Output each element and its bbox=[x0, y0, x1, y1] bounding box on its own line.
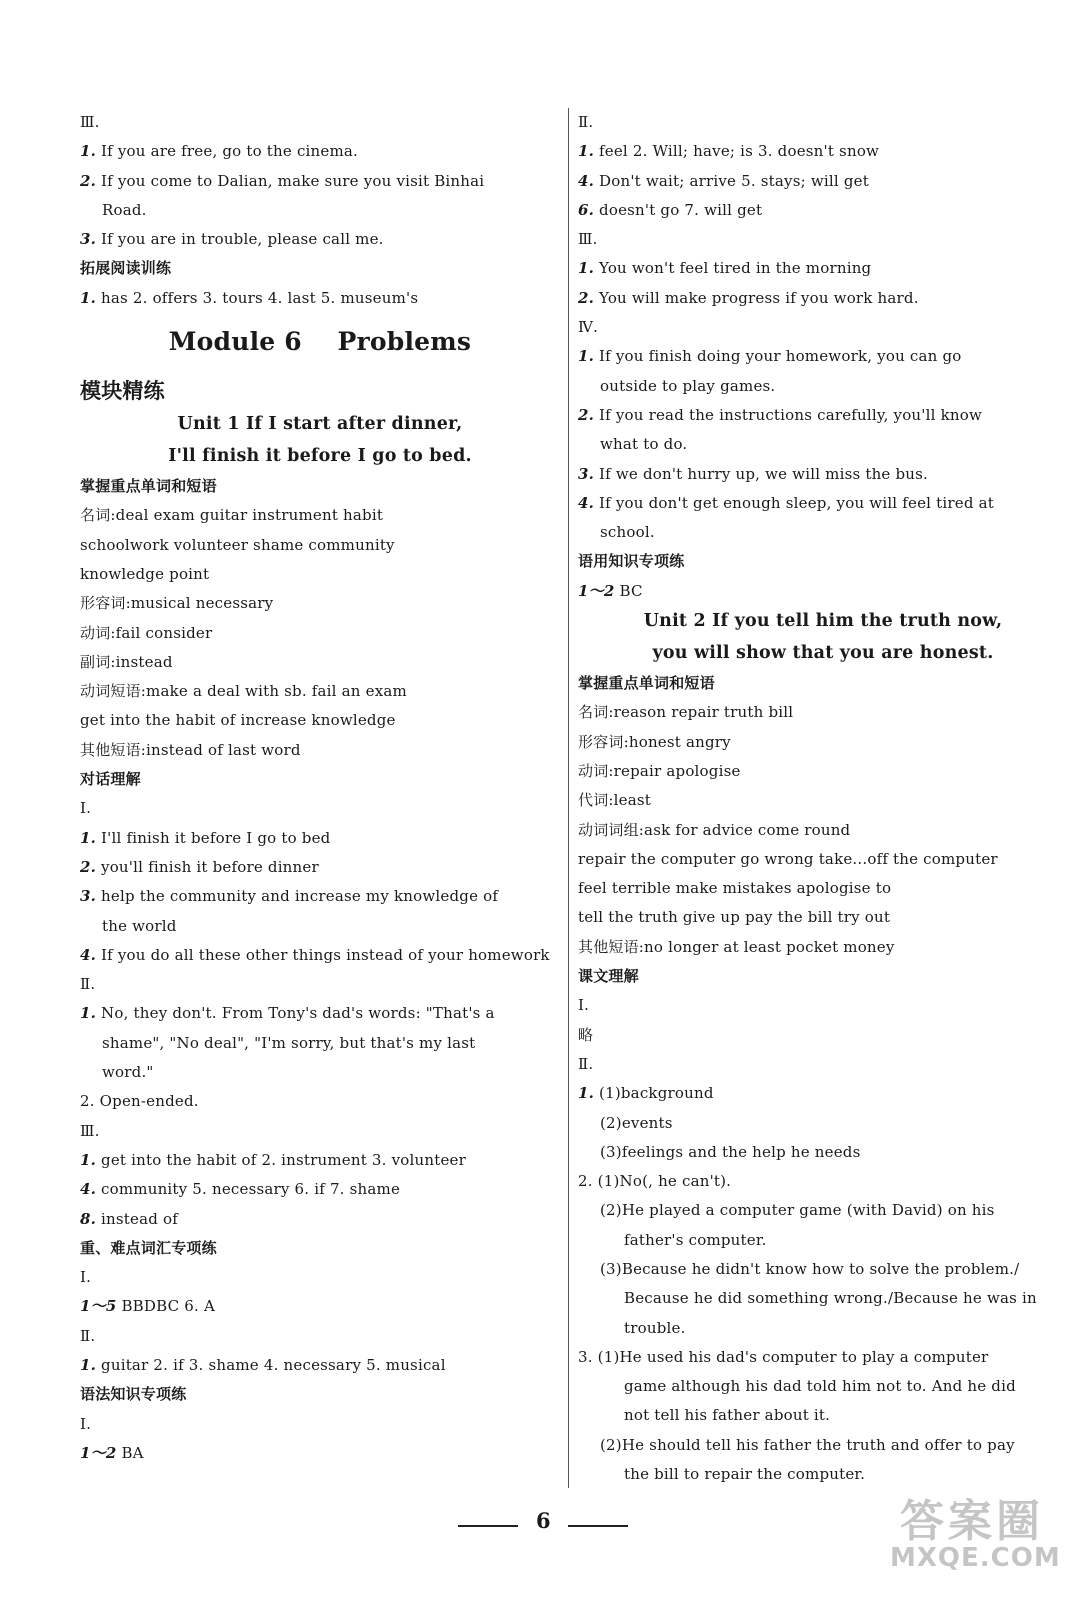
site-watermark bbox=[880, 1485, 1070, 1585]
text-line bbox=[80, 1410, 560, 1439]
watermark-url: MXQE.COM bbox=[890, 1543, 1061, 1573]
text-line bbox=[80, 501, 560, 530]
line-text: not tell his father about it. bbox=[624, 1406, 831, 1425]
line-text: 形容词:honest angry bbox=[578, 732, 731, 751]
line-text: doesn't go 7. will get bbox=[594, 200, 763, 219]
item-number: 4. bbox=[80, 945, 97, 964]
line-text: 语法知识专项练 bbox=[80, 1385, 187, 1404]
line-text: game although his dad told him not to. And he did bbox=[624, 1377, 1016, 1396]
text-line bbox=[80, 589, 560, 618]
line-text: 掌握重点单词和短语 bbox=[578, 674, 715, 693]
line-text: Ⅱ. bbox=[578, 113, 594, 131]
text-line bbox=[578, 108, 1068, 137]
line-text: schoolwork volunteer shame community bbox=[80, 535, 395, 554]
item-number: 1. bbox=[80, 288, 97, 307]
line-text: 模块精练 bbox=[80, 379, 165, 404]
line-text: You will make progress if you work hard. bbox=[594, 288, 919, 307]
right-column bbox=[578, 108, 1068, 1489]
text-line bbox=[578, 816, 1068, 845]
line-text: If we don't hurry up, we will miss the bus. bbox=[594, 464, 929, 483]
line-text: Ⅲ. bbox=[578, 230, 598, 249]
line-text: If you do all these other things instead of your homework bbox=[96, 945, 550, 964]
line-text: repair the computer go wrong take...off the computer bbox=[578, 849, 998, 868]
watermark-logo-text: 答案圈 bbox=[900, 1496, 1044, 1547]
column-divider bbox=[568, 108, 569, 1488]
item-number: 6. bbox=[578, 200, 595, 219]
line-text: (2)He played a computer game (with David) on his bbox=[600, 1201, 995, 1220]
line-text: 语用知识专项练 bbox=[578, 552, 685, 571]
text-line bbox=[80, 1087, 560, 1116]
text-line bbox=[578, 1138, 1068, 1167]
line-text: Road. bbox=[102, 200, 147, 219]
text-line bbox=[80, 225, 560, 254]
item-number: 2. bbox=[80, 171, 97, 190]
text-line bbox=[578, 1284, 1068, 1313]
text-line bbox=[578, 1196, 1068, 1225]
line-text: If you don't get enough sleep, you will feel tired at bbox=[594, 493, 994, 512]
text-line bbox=[80, 1351, 560, 1380]
line-text: feel 2. Will; have; is 3. doesn't snow bbox=[594, 142, 880, 161]
line-text: tell the truth give up pay the bill try out bbox=[578, 908, 891, 927]
item-number: 1～5 bbox=[80, 1297, 117, 1316]
footer-ornament-right bbox=[568, 1525, 628, 1527]
line-text: 形容词:musical necessary bbox=[80, 594, 274, 613]
line-text: Unit 1 If I start after dinner, bbox=[177, 414, 463, 435]
item-number: 1. bbox=[80, 828, 97, 847]
item-number: 1～2 bbox=[578, 581, 615, 600]
line-text: (3)feelings and the help he needs bbox=[600, 1142, 861, 1161]
text-line bbox=[578, 254, 1068, 283]
text-line bbox=[80, 765, 560, 794]
line-text: Ⅰ. bbox=[80, 1414, 92, 1433]
text-line bbox=[80, 1146, 560, 1175]
text-line bbox=[80, 853, 560, 882]
line-text: father's computer. bbox=[624, 1230, 767, 1249]
line-text: 3. (1)He used his dad's computer to play a computer bbox=[578, 1347, 989, 1366]
text-line bbox=[80, 648, 560, 677]
line-text: If you come to Dalian, make sure you visit Binhai bbox=[96, 171, 485, 190]
text-line bbox=[578, 903, 1068, 932]
item-number: 3. bbox=[80, 230, 97, 249]
text-line bbox=[578, 728, 1068, 757]
item-number: 1. bbox=[80, 1004, 97, 1023]
line-text: BBDBC 6. A bbox=[116, 1297, 215, 1316]
line-text: I'll finish it before I go to bed bbox=[96, 828, 331, 847]
line-text: Ⅲ. bbox=[80, 113, 100, 131]
item-number: 4. bbox=[80, 1180, 97, 1199]
item-number: 8. bbox=[80, 1209, 97, 1228]
line-text: 掌握重点单词和短语 bbox=[80, 477, 217, 496]
footer-ornament-left bbox=[458, 1525, 518, 1527]
text-line bbox=[80, 882, 560, 911]
line-text: 动词:repair apologise bbox=[578, 761, 741, 780]
text-line bbox=[578, 1109, 1068, 1138]
item-number: 1. bbox=[578, 259, 595, 278]
line-text: you'll finish it before dinner bbox=[96, 857, 319, 876]
text-line bbox=[80, 794, 560, 823]
text-line bbox=[578, 1255, 1068, 1284]
text-line bbox=[578, 460, 1068, 489]
text-line bbox=[80, 1175, 560, 1204]
line-text: (2)events bbox=[600, 1113, 673, 1132]
line-text: You won't feel tired in the morning bbox=[594, 259, 872, 278]
left-column bbox=[80, 108, 560, 1468]
item-number: 1. bbox=[80, 142, 97, 161]
text-line bbox=[578, 962, 1068, 991]
line-text: 动词短语:make a deal with sb. fail an exam bbox=[80, 682, 407, 701]
text-line bbox=[578, 638, 1068, 670]
text-line bbox=[80, 254, 560, 283]
line-text: get into the habit of 2. instrument 3. volunteer bbox=[96, 1150, 466, 1169]
line-text: Ⅲ. bbox=[80, 1121, 100, 1140]
line-text: Ⅱ. bbox=[80, 1326, 96, 1345]
item-number: 1～2 bbox=[80, 1443, 117, 1462]
line-text: Don't wait; arrive 5. stays; will get bbox=[594, 171, 869, 190]
line-text: (3)Because he didn't know how to solve the problem./ bbox=[600, 1259, 1020, 1278]
item-number: 1. bbox=[80, 1150, 97, 1169]
line-text: 代词:least bbox=[578, 791, 651, 810]
line-text: No, they don't. From Tony's dad's words: "That's a bbox=[96, 1004, 495, 1023]
text-line bbox=[80, 167, 560, 196]
line-text: feel terrible make mistakes apologise to bbox=[578, 879, 892, 898]
text-line bbox=[578, 1226, 1068, 1255]
line-text: Module 6 Problems bbox=[168, 327, 472, 357]
line-text: knowledge point bbox=[80, 564, 210, 583]
line-text: you will show that you are honest. bbox=[652, 642, 994, 663]
line-text: BA bbox=[116, 1443, 144, 1462]
line-text: Ⅱ. bbox=[578, 1054, 594, 1073]
text-line bbox=[80, 137, 560, 166]
line-text: 名词:deal exam guitar instrument habit bbox=[80, 506, 384, 525]
text-line bbox=[578, 1372, 1068, 1401]
text-line bbox=[578, 1050, 1068, 1079]
line-text: Ⅰ. bbox=[80, 1268, 92, 1287]
text-line bbox=[578, 669, 1068, 698]
text-line bbox=[80, 1292, 560, 1321]
text-line bbox=[578, 372, 1068, 401]
line-text: 略 bbox=[578, 1025, 594, 1044]
line-text: If you read the instructions carefully, you'll know bbox=[594, 405, 982, 424]
line-text: 课文理解 bbox=[578, 967, 639, 986]
text-line bbox=[80, 999, 560, 1028]
text-line bbox=[80, 1205, 560, 1234]
line-text: instead of bbox=[96, 1209, 178, 1228]
text-line bbox=[80, 736, 560, 765]
text-line bbox=[80, 824, 560, 853]
text-line bbox=[578, 577, 1068, 606]
line-text: 名词:reason repair truth bill bbox=[578, 703, 794, 722]
text-line bbox=[80, 1439, 560, 1468]
item-number: 2. bbox=[578, 288, 595, 307]
text-line bbox=[80, 970, 560, 999]
text-line bbox=[80, 108, 560, 137]
line-text: help the community and increase my knowledge of bbox=[96, 887, 499, 906]
text-line bbox=[578, 1314, 1068, 1343]
line-text: Ⅱ. bbox=[80, 975, 96, 994]
text-line bbox=[80, 196, 560, 225]
page-number: 6 bbox=[536, 1508, 551, 1533]
text-line bbox=[578, 1079, 1068, 1108]
text-line bbox=[80, 619, 560, 648]
text-line bbox=[80, 912, 560, 941]
line-text: shame", "No deal", "I'm sorry, but that's my last bbox=[102, 1033, 476, 1052]
text-line bbox=[80, 677, 560, 706]
text-line bbox=[80, 1380, 560, 1409]
line-text: 重、难点词汇专项练 bbox=[80, 1238, 217, 1257]
line-text: 其他短语:no longer at least pocket money bbox=[578, 937, 895, 956]
line-text: school. bbox=[600, 523, 655, 542]
item-number: 3. bbox=[578, 464, 595, 483]
line-text: BC bbox=[614, 581, 643, 600]
text-line bbox=[80, 441, 560, 473]
text-line bbox=[80, 1058, 560, 1087]
item-number: 1. bbox=[578, 347, 595, 366]
line-text: (2)He should tell his father the truth and offer to pay bbox=[600, 1435, 1015, 1454]
line-text: trouble. bbox=[624, 1318, 686, 1337]
text-line bbox=[578, 606, 1068, 638]
text-line bbox=[578, 1401, 1068, 1430]
text-line bbox=[80, 373, 560, 409]
text-line bbox=[578, 757, 1068, 786]
item-number: 4. bbox=[578, 171, 595, 190]
text-line bbox=[578, 991, 1068, 1020]
line-text: guitar 2. if 3. shame 4. necessary 5. musical bbox=[96, 1355, 446, 1374]
line-text: outside to play games. bbox=[600, 376, 776, 395]
text-line bbox=[578, 1021, 1068, 1050]
text-line bbox=[578, 225, 1068, 254]
text-line bbox=[578, 196, 1068, 225]
text-line bbox=[578, 874, 1068, 903]
line-text: the bill to repair the computer. bbox=[624, 1465, 866, 1484]
text-line bbox=[578, 284, 1068, 313]
text-line bbox=[80, 941, 560, 970]
line-text: 2. Open-ended. bbox=[80, 1092, 199, 1111]
text-line bbox=[80, 1117, 560, 1146]
text-line bbox=[578, 137, 1068, 166]
item-number: 2. bbox=[578, 405, 595, 424]
line-text: community 5. necessary 6. if 7. shame bbox=[96, 1180, 401, 1199]
line-text: Unit 2 If you tell him the truth now, bbox=[643, 611, 1003, 632]
line-text: the world bbox=[102, 916, 177, 935]
text-line bbox=[578, 167, 1068, 196]
line-text: word." bbox=[102, 1063, 154, 1082]
text-line bbox=[578, 1343, 1068, 1372]
text-line bbox=[578, 401, 1068, 430]
line-text: If you are in trouble, please call me. bbox=[96, 230, 384, 249]
text-line bbox=[578, 1167, 1068, 1196]
line-text: Ⅰ. bbox=[578, 996, 590, 1015]
text-line bbox=[80, 1263, 560, 1292]
line-text: 拓展阅读训练 bbox=[80, 259, 172, 278]
text-line bbox=[578, 1431, 1068, 1460]
item-number: 1. bbox=[578, 1084, 595, 1103]
line-text: 其他短语:instead of last word bbox=[80, 740, 301, 759]
text-line bbox=[578, 933, 1068, 962]
item-number: 4. bbox=[578, 493, 595, 512]
line-text: 副词:instead bbox=[80, 652, 173, 671]
text-line bbox=[80, 284, 560, 313]
text-line bbox=[80, 1234, 560, 1263]
line-text: 2. (1)No(, he can't). bbox=[578, 1172, 732, 1191]
line-text: what to do. bbox=[600, 435, 688, 454]
line-text: I'll finish it before I go to bed. bbox=[168, 445, 472, 466]
text-line bbox=[578, 489, 1068, 518]
text-line bbox=[578, 342, 1068, 371]
text-line bbox=[578, 698, 1068, 727]
line-text: get into the habit of increase knowledge bbox=[80, 711, 396, 730]
line-text: If you are free, go to the cinema. bbox=[96, 142, 359, 161]
text-line bbox=[578, 547, 1068, 576]
text-line bbox=[578, 430, 1068, 459]
text-line bbox=[578, 786, 1068, 815]
line-text: 动词词组:ask for advice come round bbox=[578, 820, 851, 839]
text-line bbox=[578, 313, 1068, 342]
line-text: Because he did something wrong./Because he was in bbox=[624, 1289, 1037, 1308]
page-footer bbox=[454, 1508, 634, 1544]
text-line bbox=[80, 409, 560, 441]
text-line bbox=[578, 845, 1068, 874]
line-text: has 2. offers 3. tours 4. last 5. museum's bbox=[96, 288, 419, 307]
text-line bbox=[80, 1322, 560, 1351]
text-line bbox=[80, 560, 560, 589]
item-number: 1. bbox=[578, 142, 595, 161]
line-text: (1)background bbox=[594, 1084, 714, 1103]
line-text: 对话理解 bbox=[80, 770, 141, 789]
line-text: Ⅳ. bbox=[578, 318, 599, 337]
item-number: 3. bbox=[80, 887, 97, 906]
text-line bbox=[80, 1029, 560, 1058]
text-line bbox=[578, 518, 1068, 547]
text-line bbox=[80, 706, 560, 735]
item-number: 2. bbox=[80, 857, 97, 876]
line-text: Ⅰ. bbox=[80, 799, 92, 818]
line-text: 动词:fail consider bbox=[80, 623, 213, 642]
line-text: If you finish doing your homework, you can go bbox=[594, 347, 962, 366]
item-number: 1. bbox=[80, 1355, 97, 1374]
text-line bbox=[80, 531, 560, 560]
text-line bbox=[80, 313, 560, 371]
text-line bbox=[80, 472, 560, 501]
